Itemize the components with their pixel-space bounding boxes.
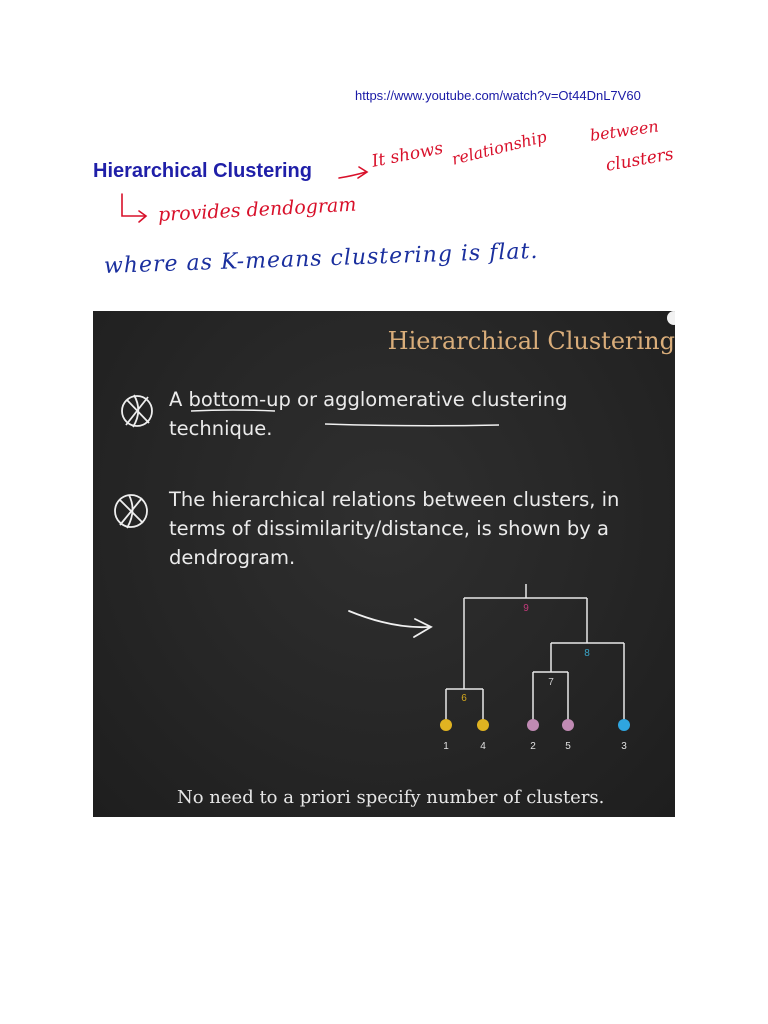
arrow-to-dendrogram: [349, 611, 431, 637]
slide-footer: No need to a priori specify number of clusters.: [177, 787, 605, 808]
leaf-label-2: 2: [530, 741, 536, 752]
leaf-node-2: [527, 719, 539, 731]
leaf-label-5: 5: [565, 741, 571, 752]
merge-label-8: 8: [584, 648, 590, 659]
merge-label-7: 7: [548, 677, 554, 688]
merge-label-9: 9: [523, 603, 529, 614]
note-relationship: relationship: [449, 126, 549, 169]
note-provides-dendogram: provides dendogram: [157, 193, 357, 226]
leaf-label-3: 3: [621, 741, 627, 752]
source-url[interactable]: https://www.youtube.com/watch?v=Ot44DnL7V60: [355, 88, 641, 103]
leaf-node-5: [562, 719, 574, 731]
leaf-label-1: 1: [443, 741, 449, 752]
note-it-shows: It shows: [370, 138, 445, 172]
note-kmeans-flat: where as K-means clustering is flat.: [103, 238, 539, 279]
leaf-node-3: [618, 719, 630, 731]
note-clusters: clusters: [604, 144, 676, 176]
leaf-label-4: 4: [480, 741, 486, 752]
merge-label-6: 6: [461, 693, 467, 704]
page-heading: Hierarchical Clustering: [93, 160, 312, 182]
slide-image: [93, 311, 675, 817]
bullet-icon-1: [122, 395, 152, 427]
leaf-node-1: [440, 719, 452, 731]
slide-title: Hierarchical Clustering: [387, 327, 675, 355]
bullet-icon-2: [115, 495, 147, 528]
leaf-node-4: [477, 719, 489, 731]
note-between: between: [588, 116, 660, 145]
bullet-2-text: The hierarchical relations between clusters, in terms of dissimilarity/distance, is shown by a dendrogram.: [169, 488, 620, 569]
dendrogram: [446, 584, 624, 725]
bullet-1-text: A bottom-up or agglomerative clustering technique.: [169, 388, 568, 440]
